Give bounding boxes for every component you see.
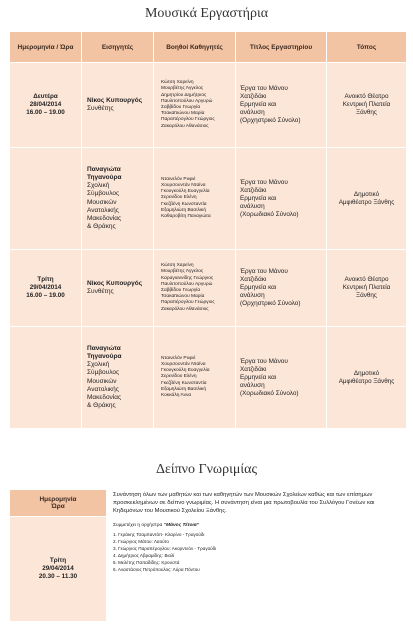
workshop-title-cell bbox=[236, 327, 327, 429]
weekday: Δευτέρα bbox=[33, 93, 58, 101]
assistant: Νταινελόν Ρυφιέ bbox=[161, 176, 196, 182]
date-cell-empty bbox=[10, 148, 82, 250]
assistant: Καθαροβίτη Παναγιώτα bbox=[161, 214, 211, 220]
header-line: Ώρα bbox=[51, 503, 65, 510]
place-cell bbox=[327, 250, 407, 327]
assistant: Σερενίδου Ελένη bbox=[161, 374, 197, 380]
title-line: ανάλυση bbox=[240, 109, 265, 116]
participant: 2. Γεώργιος Μάτου: Λαούτο bbox=[113, 538, 169, 544]
place-line: Ξάνθης bbox=[356, 108, 377, 116]
dinner-table bbox=[9, 489, 407, 622]
speaker-role: Μακεδονίας bbox=[87, 393, 122, 401]
assistant: Μουρβέτης Άγγελος bbox=[161, 86, 204, 92]
assistant: Σερενίδου Ελένη bbox=[161, 195, 197, 201]
assistant: Γκουγκούλη Ευαγγελία bbox=[161, 189, 210, 195]
title-line: (Ορχηστρικό Σύνολο) bbox=[240, 300, 301, 307]
title-line: Χατζιδάκι bbox=[240, 365, 267, 373]
assistant: Κοκκάλη Άννα bbox=[161, 393, 192, 399]
title-line: ανάλυση bbox=[240, 202, 265, 210]
title-line: Ερμηνεία και bbox=[240, 101, 277, 108]
place-cell bbox=[327, 63, 407, 148]
speaker-name: Παναγιώτα bbox=[87, 166, 121, 173]
title-line: Ερμηνεία και bbox=[240, 373, 277, 381]
title-line: Χατζιδάκι bbox=[240, 276, 267, 283]
title-line: Έργα του Μάνου bbox=[240, 85, 288, 92]
place-line: Ανοικτό Θέατρο bbox=[344, 93, 389, 101]
date-cell bbox=[10, 63, 82, 148]
dinner-header-row bbox=[10, 490, 407, 517]
assistant: Σαββίδου Γεωργία bbox=[161, 105, 201, 110]
title-line: Ερμηνεία και bbox=[240, 194, 277, 202]
title-line: Χατζιδάκι bbox=[240, 186, 267, 194]
time: 16.00 – 19.00 bbox=[26, 108, 65, 116]
title-line: Χατζιδάκι bbox=[240, 93, 267, 100]
speaker-role: Συνθέτης bbox=[87, 288, 114, 295]
place-line: Δημοτικό bbox=[353, 190, 380, 198]
header-assistants: Βοηθοί Καθηγητές bbox=[154, 32, 236, 63]
speaker-cell bbox=[82, 250, 154, 327]
place-cell bbox=[327, 327, 407, 429]
weekday: Τρίτη bbox=[37, 276, 54, 284]
assistants-cell bbox=[154, 250, 236, 327]
participant: 5. Μελέτης Παπαδίδης: Κρουστά bbox=[113, 560, 180, 566]
assistant: Νταινελόν Ρυφιέ bbox=[161, 355, 196, 361]
assistant: Παραπέρογλου Γεώργιος bbox=[161, 300, 215, 306]
assistant: Εξαμηλιώτη Βασιλική bbox=[161, 207, 206, 213]
place-cell bbox=[327, 148, 407, 250]
workshop-row bbox=[10, 63, 407, 148]
day: 29/04/2014 bbox=[42, 564, 74, 572]
title-line: Έργα του Μάνου bbox=[240, 268, 288, 275]
workshop-row bbox=[10, 327, 407, 429]
speaker-cell bbox=[82, 63, 154, 148]
assistant: Ζακαρόλου Αθανάσιος bbox=[161, 123, 209, 129]
speaker-role: Σχολική bbox=[87, 182, 110, 190]
date-cell bbox=[10, 250, 82, 327]
assistant: Παυλιτοπούλου Αργυρώ bbox=[161, 98, 213, 104]
workshop-title-cell bbox=[236, 63, 327, 148]
date-cell-empty bbox=[10, 327, 82, 429]
title-line: ανάλυση bbox=[240, 292, 265, 299]
header-speakers: Εισηγητές bbox=[82, 32, 154, 63]
assistant: Εξαμηλιώτη Βασιλική bbox=[161, 386, 206, 392]
assistant: Χουρσουντάν Νταίνα bbox=[161, 361, 206, 367]
assistant: Δημητρίου Δημήτριος bbox=[161, 92, 207, 98]
participants-list bbox=[113, 531, 400, 574]
day: 28/04/2014 bbox=[29, 101, 62, 109]
assistants-cell bbox=[154, 63, 236, 148]
workshop-title-cell bbox=[236, 148, 327, 250]
header-date bbox=[10, 32, 82, 63]
speaker-name: Τηγανούρα bbox=[87, 174, 122, 182]
title-line: Έργα του Μάνου bbox=[240, 357, 288, 365]
participants-prefix: Συμμετέχει η ορχήστρα bbox=[113, 523, 163, 529]
speaker-role: Σύμβουλος bbox=[87, 369, 120, 377]
place-line: Αμφιθέατρο Ξάνθης bbox=[338, 377, 395, 385]
speaker-cell bbox=[82, 148, 154, 250]
participant: 6. Αναστάσιος Πετρόπουλος: Λύρα Πόντου bbox=[113, 567, 200, 573]
header-line: Ημερομηνία bbox=[39, 496, 77, 503]
speaker-role: Σύμβουλος bbox=[87, 190, 120, 198]
title-line: (Χορωδιακό Σύνολο) bbox=[240, 210, 299, 218]
assistants-cell bbox=[154, 148, 236, 250]
speaker-name: Παναγιώτα bbox=[87, 345, 121, 352]
header-place: Τόπος bbox=[327, 32, 407, 63]
assistant: Κώτση Χαρείνη bbox=[161, 263, 194, 269]
place-line: Κεντρική Πλατεία bbox=[342, 101, 391, 109]
dinner-description bbox=[107, 490, 407, 622]
speaker-role: Μουσικών bbox=[87, 198, 117, 206]
place-line: Δημοτικό bbox=[353, 369, 380, 377]
title-line: (Χορωδιακό Σύνολο) bbox=[240, 389, 299, 397]
assistant: Τσακαϊτιώνου Μαρία bbox=[161, 111, 205, 117]
day: 29/04/2014 bbox=[29, 284, 62, 292]
workshop-row bbox=[10, 250, 407, 327]
assistant: Γκεζβένη Κωνσταντία bbox=[161, 380, 207, 386]
participant: 3. Γεώργιος Παραπέρογλου: Ακορντεόν - Τραγούδι bbox=[113, 545, 217, 551]
workshop-title-cell bbox=[236, 250, 327, 327]
title-line: Έργα του Μάνου bbox=[240, 178, 288, 186]
title-line: Ερμηνεία και bbox=[240, 284, 277, 291]
place-line: Ανοικτό Θέατρο bbox=[344, 276, 389, 284]
header-title: Τίτλος Εργαστηρίου bbox=[236, 32, 327, 63]
speaker-name: Νίκος Κυπουργός bbox=[87, 279, 143, 287]
place-line: Ξάνθης bbox=[356, 291, 377, 299]
title-line: (Ορχηστρικό Σύνολο) bbox=[240, 117, 301, 124]
section-title-workshops: Μουσικά Εργαστήρια bbox=[144, 6, 269, 21]
speaker-role: Ανατολικής bbox=[87, 385, 119, 393]
dinner-header-date bbox=[10, 490, 107, 517]
speaker-name: Νίκος Κυπουργός bbox=[87, 96, 143, 104]
assistant: Ζακαρόλου Αθανάσιος bbox=[161, 306, 209, 312]
speaker-role: Μακεδονίας bbox=[87, 214, 122, 222]
weekday: Τρίτη bbox=[49, 556, 67, 564]
speaker-role: Ανατολικής bbox=[87, 206, 119, 214]
assistant: Μουρβέτης Άγγελος bbox=[161, 269, 204, 275]
assistants-cell bbox=[154, 327, 236, 429]
workshops-table bbox=[9, 31, 407, 429]
assistant: Τσακαϊτιώνου Μαρία bbox=[161, 294, 205, 300]
time: 16.00 – 19.00 bbox=[26, 291, 65, 299]
participant: 4. Δημήτριος Αβραμίδης: Βιολί bbox=[113, 553, 175, 558]
assistant: Παραπέρογλου Γεώργιος bbox=[161, 117, 215, 123]
participant: 1. Γεράκης Τσαμπαντόπ- Κλαρίνο - Τραγούδι bbox=[113, 531, 205, 537]
speaker-role: Μουσικών bbox=[87, 377, 117, 385]
time: 20.30 – 11.30 bbox=[38, 573, 78, 581]
place-line: Κεντρική Πλατεία bbox=[342, 284, 391, 292]
workshop-row bbox=[10, 148, 407, 250]
speaker-role: & Θράκης bbox=[87, 222, 116, 230]
speaker-role: & Θράκης bbox=[87, 401, 116, 409]
place-line: Αμφιθέατρο Ξάνθης bbox=[338, 198, 395, 206]
dinner-date-cell bbox=[10, 517, 107, 622]
orchestra-name: “Μάνος Τέτοια” bbox=[163, 523, 200, 529]
title-line: ανάλυση bbox=[240, 381, 265, 389]
workshops-header-row bbox=[10, 32, 407, 63]
speaker-role: Συνθέτης bbox=[87, 105, 114, 112]
participants-heading bbox=[113, 523, 400, 529]
speaker-role: Σχολική bbox=[87, 361, 110, 369]
dinner-intro: Συνάντηση όλων των μαθητών και των καθηγητών των Μουσικών Σχολείων καθώς και των επίσημων προσκεκλημένων σε δείπνο γνωριμίας. Η συνάντηση είναι μια πρωτοβουλία του Συλλόγου Γονέων και Κηδεμόνων του Μουσικού Σχολείου Ξάνθης. bbox=[113, 492, 375, 514]
assistant: Κώτση Χαρείνη bbox=[161, 80, 194, 86]
speaker-cell bbox=[82, 327, 154, 429]
header-date-label: Ημερομηνία / Ώρα bbox=[17, 43, 74, 51]
assistant: Χουρσουντάν Νταίνα bbox=[161, 182, 206, 188]
assistant: Γκεζβένη Κωνσταντία bbox=[161, 201, 207, 207]
speaker-name: Τηγανούρα bbox=[87, 353, 122, 361]
section-title-dinner: Δείπνο Γνωριμίας bbox=[155, 462, 258, 477]
assistant: Καραγιαννίδης Γεώργιος bbox=[161, 275, 214, 281]
assistant: Σαββίδου Γεωργία bbox=[161, 288, 201, 293]
assistant: Γκουγκούλη Ευαγγελία bbox=[161, 368, 210, 374]
assistant: Παυλιτοπούλου Αργυρώ bbox=[161, 281, 213, 287]
